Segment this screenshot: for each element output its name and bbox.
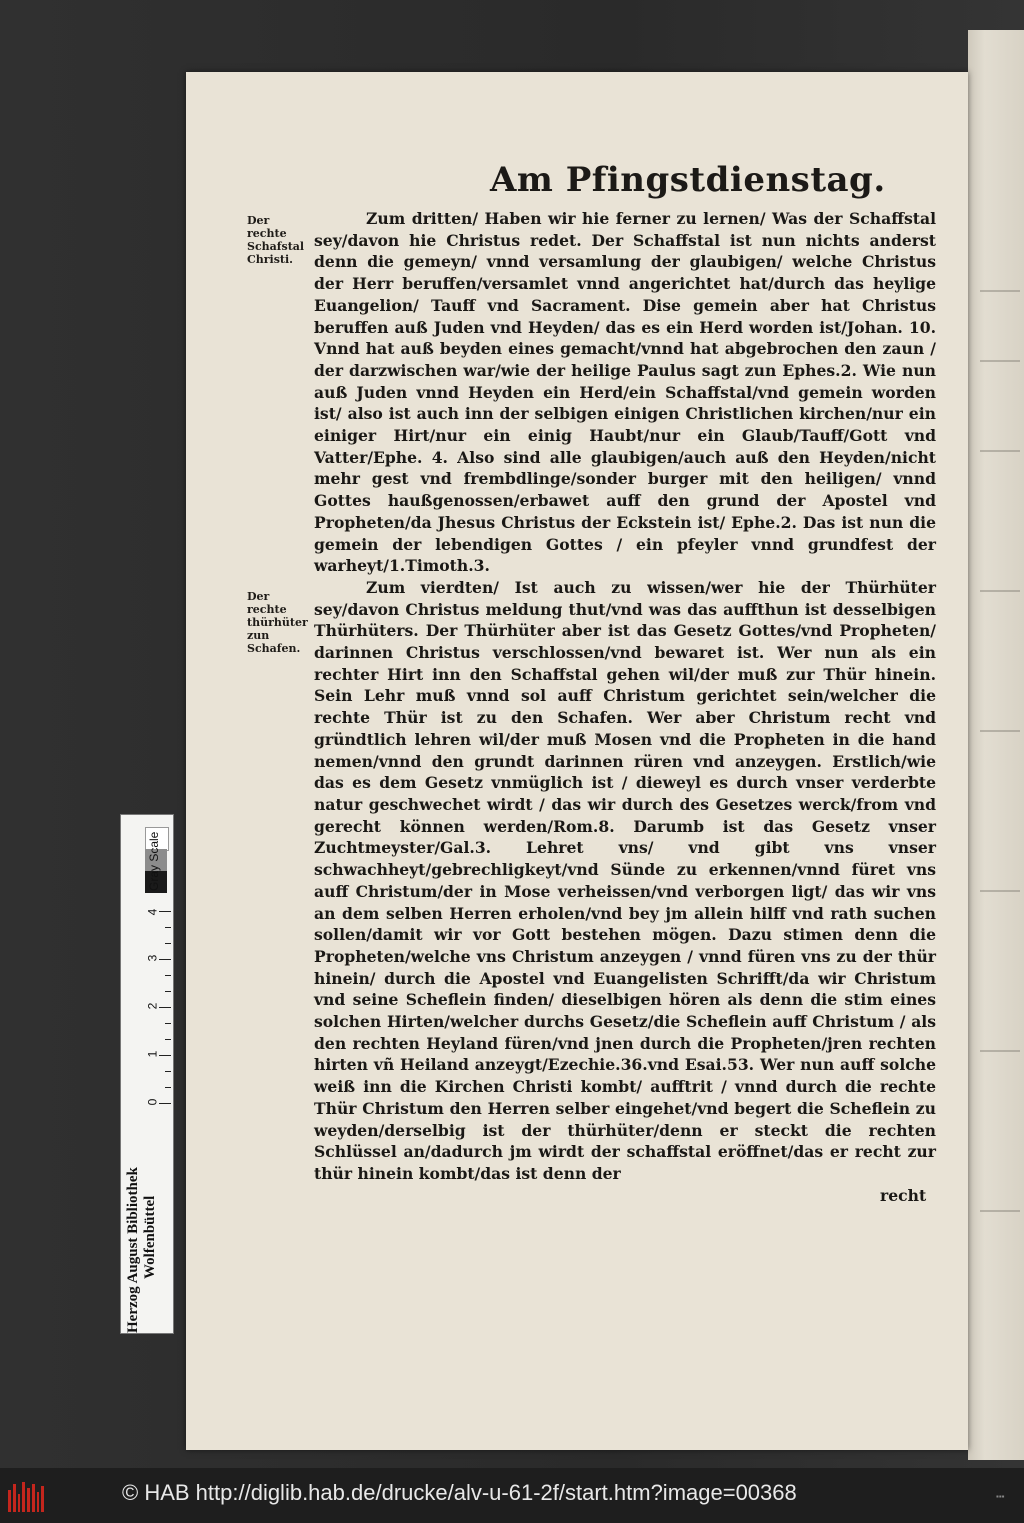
gray-scale-label: Gray Scale	[147, 831, 161, 891]
paragraph-2: Zum vierdten/ Ist auch zu wissen/wer hie der Thürhüter sey/davon Christus meldung thut/vnd was das auffthun ist desselbigen Thürhüters. Der Thürhüter aber ist das Gesetz Gottes/vnd Propheten/ darinnen Christus verschlossen/vnd bewaret ist. Wer nun als ein rechter Hirt inn den Schaffstal gehen wil/der muß zur Thür hinein. Sein Lehr muß vnnd sol auff Christum gerichtet sein/welcher die rechte Thür ist zu den Schafen. Wer aber Christum recht vnd gründtlich lehren wil/der muß Mosen vnd die Propheten in die hand nemen/vnnd den grundt darinnen rüren vnd anzeygen. Erstlich/wie das es dem Gesetz vnmüglich ist / dieweyl es durch vnser verderbte natur geschwechet wirdt / das wir durch des Gesetzes werck/from vnd gerecht können werden/Rom.8. Darumb ist das Gesetz vnser Zuchtmeyster/Gal.3. Lehret vns/ vnd gibt vns vnser schwachheyt/gebrechligkeyt/vnd Sünde zu erkennen/vnnd füret vns auff Christum/der in Mose verheissen/vnd verborgen ligt/ das wir vns an dem selben Herren erholen/vnd bey jm allein hilff vnd rath suchen sollen/damit wir vor Gott bestehen mögen. Dazu stimen denn die Propheten/welche vns Christum anzeygen / vnnd füren vns zu der thür hinein/ durch die Apostel vnd Euangelisten Schrifft/da wir Christum vnd seine Scheflein finden/ dieselbigen hören als denn die stim eines solchen Hirten/welcher durchs Gesetz/die Scheflein auff Christum / als den rechten Heyland füren/vnd jnen durch die Propheten/jren rechten hirten vñ Heiland anzeygt/Ezechie.36.vnd Esai.53. Wer nun auff solche weiß inn die Kirchen Christi kombt/ aufftrit / vnnd durch die rechte Thür Christum den Herren selber eingehet/vnd begert die Scheflein zu weyden/derselbig ist der thürhüter/denn er steckt die rechten Schlüssel an/dadurch jm wirdt der schaffstal eröffnet/das er recht zur thür hinein kombt/das ist denn der	[314, 577, 936, 1183]
ruler-number: 3	[145, 954, 160, 962]
institution-label	[125, 1003, 159, 1333]
facing-page-edge	[968, 30, 1024, 1460]
ruler-number: 4	[145, 908, 160, 916]
footer-bar	[0, 1468, 1024, 1523]
ruler-number: 1	[145, 1050, 160, 1058]
ruler-number: 0	[145, 1098, 160, 1106]
margin-note-1: Der rechte Schafstal Christi.	[247, 214, 305, 266]
institution-name: Herzog August Bibliothek	[125, 1167, 141, 1333]
ruler-number: 2	[145, 1002, 160, 1010]
running-head: Am Pfingstdienstag.	[490, 160, 886, 200]
institution-city: Wolfenbüttel	[142, 1195, 158, 1279]
paragraph-1: Zum dritten/ Haben wir hie ferner zu lernen/ Was der Schaffstal sey/davon hie Christus redet. Der Schaffstal ist nun nichts anderst denn die gemeyn/ vnnd versamlung der glaubigen/ welche Christus der Herr beruffen/versamlet vnnd angerichtet hat/durch das heylige Euangelion/ Tauff vnd Sacrament. Dise gemein aber hat Christus beruffen auß Juden vnd Heyden/ das es ein Herd worden ist/Johan. 10. Vnnd hat auß beyden eines gemacht/vnnd hat abgebrochen den zaun / der darzwischen war/wie der heilige Paulus sagt zun Ephes.2. Wie nun auß Juden vnnd Heyden ein Herd/ein Schaffstal/vnd gemein worden ist/ also ist auch inn der selbigen einigen Christlichen kirchen/nur ein einiger Hirt/nur ein einig Haubt/nur ein Glaub/Tauff/Gott vnd Vatter/Ephe. 4. Also sind alle glaubigen/auch auß den Heyden/nicht mehr gest vnd frembdlinge/sonder burger mit den heiligen/ vnnd Gottes haußgenossen/erbawet auff den grund der Apostel vnd Propheten/da Jhesus Christus der Eckstein ist/ Ephe.2. Das ist nun die gemein der lebendigen Gottes / ein pfeyler vnnd grundfest der warheyt/1.Timoth.3.	[314, 209, 936, 576]
footer-dots-icon: ▪▪▪	[996, 1492, 1005, 1501]
margin-note-2: Der rechte thürhüter zun Schafen.	[247, 590, 308, 655]
copyright-url[interactable]: © HAB http://diglib.hab.de/drucke/alv-u-61-2f/start.htm?image=00368	[122, 1480, 797, 1505]
body-text	[314, 208, 936, 1185]
hab-logo-icon	[8, 1478, 44, 1512]
catchword: recht	[880, 1186, 927, 1205]
gray-scale-ruler	[120, 814, 174, 1334]
